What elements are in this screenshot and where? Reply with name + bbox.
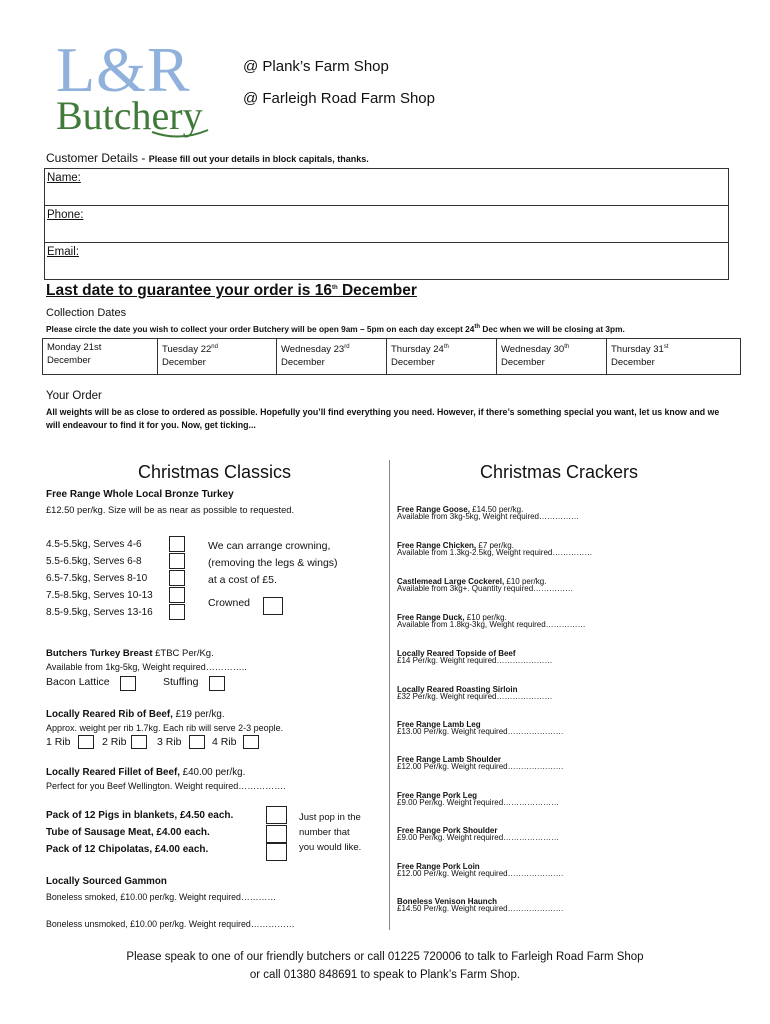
cracker-item-detail[interactable]: £14 Per/kg. Weight required………………… <box>397 656 553 665</box>
turkey-sizes <box>46 536 153 621</box>
pack-sausage-qty[interactable] <box>266 825 287 843</box>
rib-2-checkbox[interactable] <box>131 735 147 749</box>
date-option-thu-31[interactable] <box>607 339 740 374</box>
breast-avail: Available from 1kg-5kg, Weight required………….. <box>46 662 247 672</box>
cracker-item-name: Locally Reared Topside of Beef <box>397 649 516 658</box>
date-month: December <box>47 355 91 366</box>
pack-pigs: Pack of 12 Pigs in blankets, £4.50 each. <box>46 810 234 821</box>
cracker-item-name: Castlemead Large Cockerel, <box>397 577 505 586</box>
gammon-title: Locally Sourced Gammon <box>46 876 167 887</box>
cracker-item-detail[interactable]: £9.00 Per/kg. Weight required………………… <box>397 833 560 842</box>
cracker-item-detail[interactable]: £9.00 Per/kg. Weight required………………… <box>397 798 560 807</box>
order-text: All weights will be as close to ordered as possible. Hopefully you’ll find everything you need. However, if there’s something special you want, let us know and we will endeavour to find it for you. Now, get ticking... <box>46 407 720 430</box>
collection-dates-row <box>42 338 741 375</box>
crackers-title: Christmas Crackers <box>480 462 639 482</box>
cracker-item-detail[interactable]: Available from 1.8kg-3kg, Weight required…………… <box>397 620 586 629</box>
cracker-item-price: £7 per/kg. <box>476 541 514 550</box>
email-field[interactable]: Email: <box>47 246 79 258</box>
cracker-item-price: £10 per/kg. <box>464 613 507 622</box>
fillet-title <box>46 767 245 778</box>
date-option-wed-30[interactable] <box>497 339 607 374</box>
rib-1-checkbox[interactable] <box>78 735 94 749</box>
footer-line-1: Please speak to one of our friendly butchers or call 01225 720006 to talk to Farleigh Road Farm Shop <box>126 951 644 963</box>
rib-3-label: 3 Rib <box>157 736 182 748</box>
fillet-title-text: Locally Reared Fillet of Beef, <box>46 767 180 778</box>
classics-title: Christmas Classics <box>138 462 292 482</box>
cracker-item-detail[interactable]: £14.50 Per/kg. Weight required………………… <box>397 904 564 913</box>
turkey-size-2: 5.5-6.5kg, Serves 6-8 <box>46 556 142 567</box>
date-month: December <box>611 357 655 369</box>
packs-list <box>46 807 233 858</box>
packs-note-1: Just pop in the <box>299 812 361 823</box>
customer-instruction: Please fill out your details in block capitals, thanks. <box>148 154 369 164</box>
turkey-size-4-checkbox[interactable] <box>169 587 185 603</box>
date-sup: th <box>443 344 449 350</box>
customer-heading-text: Customer Details - <box>46 151 149 165</box>
crowned-checkbox[interactable] <box>263 597 283 615</box>
turkey-size-1-checkbox[interactable] <box>169 536 185 552</box>
date-option-wed-23[interactable] <box>277 339 387 374</box>
shop-planks: @ Plank’s Farm Shop <box>243 58 389 75</box>
cracker-item-name: Locally Reared Roasting Sirloin <box>397 685 518 694</box>
name-field[interactable]: Name: <box>45 169 728 206</box>
collection-note <box>46 324 625 334</box>
gammon-smoked: Boneless smoked, £10.00 per/kg. Weight required………… <box>46 892 277 902</box>
cracker-item-name: Free Range Chicken, <box>397 541 477 550</box>
packs-note-2: number that <box>299 827 350 838</box>
cracker-item-name: Free Range Pork Leg <box>397 791 478 800</box>
cracker-item-name: Free Range Duck, <box>397 613 465 622</box>
crowning-line-2: (removing the legs & wings) <box>208 557 338 569</box>
date-day: Wednesday 23 <box>281 344 345 356</box>
turkey-size-3: 6.5-7.5kg, Serves 8-10 <box>46 573 148 584</box>
cracker-item-price: £14.50 per/kg. <box>469 505 524 514</box>
cracker-item-name: Free Range Lamb Shoulder <box>397 755 502 764</box>
rib-4-checkbox[interactable] <box>243 735 259 749</box>
date-month: December <box>162 357 206 369</box>
turkey-size-4: 7.5-8.5kg, Serves 10-13 <box>46 590 153 601</box>
order-heading: Your Order <box>46 390 102 402</box>
customer-heading <box>46 151 369 165</box>
fillet-price: £40.00 per/kg. <box>179 767 246 778</box>
turkey-size-2-checkbox[interactable] <box>169 553 185 569</box>
rib-2-label: 2 Rib <box>102 736 127 748</box>
rib-price: £19 per/kg. <box>172 709 225 720</box>
cracker-item-detail[interactable]: Available from 3kg-5kg, Weight required…………… <box>397 512 579 521</box>
date-month: December <box>391 357 435 369</box>
date-day: Thursday 31 <box>611 344 664 356</box>
last-date-heading <box>46 282 417 300</box>
rib-1-label: 1 Rib <box>46 736 71 748</box>
turkey-size-5: 8.5-9.5kg, Serves 13-16 <box>46 607 153 618</box>
shop-farleigh: @ Farleigh Road Farm Shop <box>243 90 435 107</box>
cracker-item-price: £10 per/kg. <box>504 577 547 586</box>
date-day: Tuesday 22 <box>162 344 212 356</box>
collection-note-prefix: Please circle the date you wish to collect your order Butchery will be open 9am – 5pm on each day except 24 <box>46 324 475 334</box>
collection-heading: Collection Dates <box>46 307 127 319</box>
crowning-line-3: at a cost of £5. <box>208 574 277 586</box>
cracker-item-detail[interactable]: £12.00 Per/kg. Weight required………………… <box>397 762 564 771</box>
crowning-line-1: We can arrange crowning, <box>208 540 331 552</box>
date-sup: nd <box>211 344 218 350</box>
pack-chipolatas: Pack of 12 Chipolatas, £4.00 each. <box>46 844 209 855</box>
cracker-item-detail[interactable]: £13.00 Per/kg. Weight required………………… <box>397 727 564 736</box>
crowning-note <box>208 538 338 589</box>
date-day: Wednesday 30 <box>501 344 565 356</box>
bacon-label: Bacon Lattice <box>46 676 110 688</box>
turkey-size-1: 4.5-5.5kg, Serves 4-6 <box>46 539 142 550</box>
date-sup: rd <box>344 344 350 350</box>
date-sup: th <box>564 344 570 350</box>
date-month: December <box>501 357 545 369</box>
cracker-item-detail[interactable]: £12.00 Per/kg. Weight required………………… <box>397 869 564 878</box>
logo-lr: L&R <box>56 34 191 105</box>
rib-title <box>46 709 225 720</box>
cracker-item-name: Free Range Pork Shoulder <box>397 826 498 835</box>
column-divider <box>389 460 390 930</box>
date-option-mon-21[interactable] <box>43 339 158 374</box>
footer-line-2: or call 01380 848691 to speak to Plank’s Farm Shop. <box>249 969 521 981</box>
breast-title-text: Butchers Turkey Breast <box>46 648 153 659</box>
packs-note <box>299 810 361 855</box>
rib-4-label: 4 Rib <box>212 736 237 748</box>
logo-butchery: Butchery <box>56 93 203 138</box>
date-month: December <box>281 357 325 369</box>
turkey-size-5-checkbox[interactable] <box>169 604 185 620</box>
turkey-size-3-checkbox[interactable] <box>169 570 185 586</box>
cracker-item-name: Free Range Lamb Leg <box>397 720 481 729</box>
pack-pigs-qty[interactable] <box>266 806 287 824</box>
date-option-thu-24[interactable] <box>387 339 497 374</box>
cracker-item-name: Free Range Pork Loin <box>397 862 480 871</box>
rib-note: Approx. weight per rib 1.7kg. Each rib will serve 2-3 people. <box>46 723 284 733</box>
date-sup: st <box>663 344 669 350</box>
rib-3-checkbox[interactable] <box>189 735 205 749</box>
pack-chipolatas-qty[interactable] <box>266 843 287 861</box>
crowned-label: Crowned <box>208 597 251 609</box>
stuffing-label: Stuffing <box>163 676 199 688</box>
bacon-checkbox[interactable] <box>120 676 136 691</box>
fillet-note: Perfect for you Beef Wellington. Weight required……………. <box>46 781 286 791</box>
logo-swoosh-icon <box>150 128 210 142</box>
date-day: Monday 21st <box>47 342 102 353</box>
cracker-item-name: Free Range Goose, <box>397 505 470 514</box>
last-date-prefix: Last date to guarantee your order is 16 <box>46 282 332 299</box>
turkey-title: Free Range Whole Local Bronze Turkey <box>46 489 234 500</box>
rib-title-text: Locally Reared Rib of Beef, <box>46 709 173 720</box>
stuffing-checkbox[interactable] <box>209 676 225 691</box>
turkey-price: £12.50 per/kg. Size will be as near as possible to requested. <box>46 505 295 515</box>
cracker-item-detail[interactable]: Available from 3kg+. Quantity required…………… <box>397 584 574 593</box>
collection-note-suffix: Dec when we will be closing at 3pm. <box>480 324 625 334</box>
date-day: Thursday 24 <box>391 344 444 356</box>
customer-details-box <box>44 168 729 280</box>
last-date-sup: th <box>331 284 338 291</box>
cracker-item-detail[interactable]: £32 Per/kg. Weight required………………… <box>397 692 553 701</box>
packs-note-3: you would like. <box>299 842 362 853</box>
cracker-item-name: Boneless Venison Haunch <box>397 897 498 906</box>
pack-sausage: Tube of Sausage Meat, £4.00 each. <box>46 827 210 838</box>
gammon-unsmoked: Boneless unsmoked, £10.00 per/kg. Weight required…………… <box>46 919 295 929</box>
collection-note-sup: th <box>474 324 481 331</box>
breast-price: £TBC Per/Kg. <box>152 648 214 659</box>
cracker-item-detail[interactable]: Available from 1.3kg-2.5kg, Weight required…………… <box>397 548 593 557</box>
phone-field[interactable]: Phone: <box>45 206 728 243</box>
last-date-suffix: December <box>337 282 417 299</box>
breast-title <box>46 648 214 659</box>
date-option-tue-22[interactable] <box>158 339 277 374</box>
